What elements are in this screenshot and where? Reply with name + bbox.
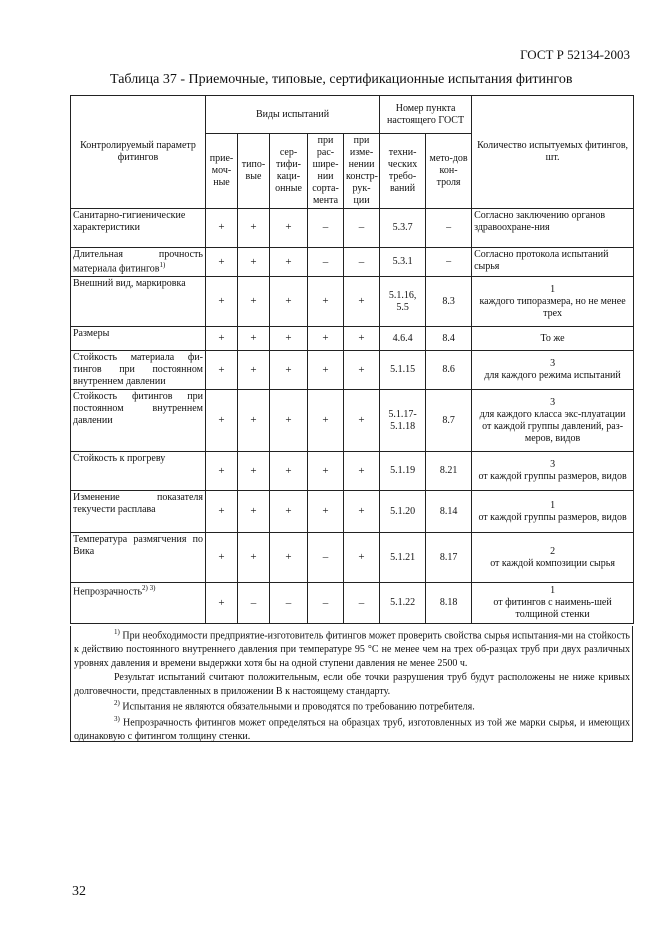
cell-tipo: +	[238, 452, 270, 491]
qty-text: Согласно заключению органов здравоохране-ния	[474, 210, 606, 233]
table-row	[71, 209, 634, 248]
cell-qty	[472, 351, 634, 390]
cell-tech: 5.3.1	[380, 248, 426, 277]
cell-qty	[472, 327, 634, 351]
cell-method: 8.21	[426, 452, 472, 491]
table-footnotes	[70, 626, 633, 742]
footnote-1: $^{1)}$ При необходимости предприятие-изготовитель фитингов может проверить свойства сырья испытания-ми на стойкость к действию постоянного внутреннего давления при температуре 95 °С не менее чем на трех об-разцах труб при двух различных уровнях давления и времени выдержки хотя бы на одной ступени давления не менее 2500 ч.	[74, 628, 630, 670]
footnote-1-result: Результат испытаний считают положительным, если обе точки разрушения труб будут расположены не ниже кривых долговечности, представленных в приложении В к настоящему стандарту.	[74, 672, 630, 698]
cell-method: 8.7	[426, 390, 472, 452]
row-param-text: Стойкость материала фи-тингов при постоянном внутреннем давлении	[73, 352, 203, 388]
table-row	[71, 351, 634, 390]
cell-priem: +	[206, 533, 238, 583]
table-row	[71, 248, 634, 277]
cell-qty	[472, 452, 634, 491]
cell-sert: +	[270, 327, 308, 351]
cell-method: –	[426, 209, 472, 248]
cell-izmen: +	[344, 491, 380, 533]
cell-izmen: +	[344, 277, 380, 327]
cell-tipo: –	[238, 583, 270, 624]
table-row	[71, 533, 634, 583]
row-param	[71, 491, 206, 533]
header-priem: прие-моч-ные	[206, 134, 238, 209]
qty-text: То же	[540, 332, 565, 344]
cell-tipo: +	[238, 327, 270, 351]
cell-tipo: +	[238, 390, 270, 452]
cell-rassh: –	[308, 533, 344, 583]
footnote-2: $^{2)}$ Испытания не являются обязательными и проводятся по требованию потребителя.	[114, 699, 475, 713]
cell-priem: +	[206, 209, 238, 248]
header-sert: сер-тифи-каци-онные	[270, 134, 308, 209]
row-param-footnote-mark: 1)	[159, 261, 166, 269]
cell-izmen: –	[344, 583, 380, 624]
row-param-text: Стойкость к прогреву	[73, 453, 166, 465]
header-qty: Количество испытуемых фитингов, шт.	[472, 96, 634, 209]
cell-priem: +	[206, 248, 238, 277]
cell-qty	[472, 248, 634, 277]
cell-priem: +	[206, 390, 238, 452]
cell-sert: +	[270, 390, 308, 452]
header-tipo: типо-вые	[238, 134, 270, 209]
row-param-text: Длительная прочность материала фитингов	[73, 249, 203, 275]
row-param	[71, 248, 206, 277]
cell-tipo: +	[238, 491, 270, 533]
row-param-text: Непрозрачность	[73, 586, 142, 598]
cell-method: 8.14	[426, 491, 472, 533]
row-param	[71, 351, 206, 390]
qty-number: 3	[550, 358, 556, 370]
qty-text: от каждой группы размеров, видов	[478, 511, 627, 523]
cell-priem: +	[206, 491, 238, 533]
cell-sert: +	[270, 248, 308, 277]
cell-method: 8.6	[426, 351, 472, 390]
page-number: 32	[72, 884, 86, 899]
cell-tipo: +	[238, 209, 270, 248]
cell-izmen: +	[344, 452, 380, 491]
cell-sert: +	[270, 351, 308, 390]
cell-priem: +	[206, 583, 238, 624]
cell-tech: 5.1.20	[380, 491, 426, 533]
cell-priem: +	[206, 327, 238, 351]
table-row	[71, 277, 634, 327]
qty-text: от каждой группы размеров, видов	[478, 471, 627, 483]
table-row	[71, 390, 634, 452]
cell-izmen: –	[344, 209, 380, 248]
row-param-text: Размеры	[73, 328, 110, 340]
row-param-text: Внешний вид, маркировка	[73, 278, 186, 290]
cell-tech: 5.1.16, 5.5	[380, 277, 426, 327]
cell-izmen: –	[344, 248, 380, 277]
qty-number: 1	[550, 499, 556, 511]
cell-sert: +	[270, 491, 308, 533]
row-param-text: Изменение показателя текучести расплава	[73, 492, 203, 516]
qty-number: 2	[550, 545, 556, 557]
cell-rassh: +	[308, 277, 344, 327]
header-izmen: при изме-нении констр-рук-ции	[344, 134, 380, 209]
cell-izmen: +	[344, 533, 380, 583]
qty-number: 1	[550, 283, 556, 295]
row-param	[71, 277, 206, 327]
header-point-group: Номер пункта настоящего ГОСТ	[380, 96, 472, 134]
cell-sert: +	[270, 277, 308, 327]
cell-rassh: +	[308, 390, 344, 452]
row-param	[71, 390, 206, 452]
cell-rassh: –	[308, 209, 344, 248]
qty-number: 3	[550, 459, 556, 471]
row-param	[71, 209, 206, 248]
cell-sert: +	[270, 452, 308, 491]
row-param-text: Санитарно-гигиенические характеристики	[73, 210, 186, 233]
cell-qty	[472, 583, 634, 624]
table-row	[71, 327, 634, 351]
tests-table	[70, 95, 634, 624]
cell-tipo: +	[238, 533, 270, 583]
cell-tech: 5.1.15	[380, 351, 426, 390]
cell-method: 8.18	[426, 583, 472, 624]
cell-sert: +	[270, 533, 308, 583]
cell-priem: +	[206, 277, 238, 327]
cell-sert: –	[270, 583, 308, 624]
qty-text: от каждой композиции сырья	[490, 557, 615, 569]
cell-method: –	[426, 248, 472, 277]
table-caption: Таблица 37 - Приемочные, типовые, сертификационные испытания фитингов	[110, 72, 573, 87]
qty-text: для каждого режима испытаний	[484, 370, 621, 382]
row-param	[71, 452, 206, 491]
cell-qty	[472, 390, 634, 452]
cell-qty	[472, 209, 634, 248]
qty-text: для каждого класса экс-плуатации от каждой группы давлений, раз-меров, видов	[479, 408, 626, 444]
row-param	[71, 583, 206, 624]
table-row	[71, 491, 634, 533]
qty-text: Согласно протокола испытаний сырья	[474, 249, 609, 272]
cell-tipo: +	[238, 351, 270, 390]
cell-izmen: +	[344, 327, 380, 351]
qty-number: 1	[550, 585, 556, 597]
table-row	[71, 452, 634, 491]
cell-method: 8.4	[426, 327, 472, 351]
cell-priem: +	[206, 351, 238, 390]
row-param	[71, 327, 206, 351]
cell-tech: 5.1.17-5.1.18	[380, 390, 426, 452]
row-param	[71, 533, 206, 583]
cell-izmen: +	[344, 390, 380, 452]
cell-rassh: –	[308, 248, 344, 277]
cell-tech: 5.1.21	[380, 533, 426, 583]
cell-rassh: +	[308, 327, 344, 351]
cell-tipo: +	[238, 277, 270, 327]
header-test-types: Виды испытаний	[206, 96, 380, 134]
cell-tech: 5.1.22	[380, 583, 426, 624]
cell-rassh: +	[308, 351, 344, 390]
row-param-text: Температура размягчения по Вика	[73, 534, 203, 558]
cell-qty	[472, 533, 634, 583]
cell-rassh: +	[308, 491, 344, 533]
cell-method: 8.3	[426, 277, 472, 327]
cell-tech: 5.3.7	[380, 209, 426, 248]
header-method: мето-дов кон-троля	[426, 134, 472, 209]
header-tech: техни-ческих требо-ваний	[380, 134, 426, 209]
cell-tipo: +	[238, 248, 270, 277]
cell-izmen: +	[344, 351, 380, 390]
cell-qty	[472, 491, 634, 533]
cell-method: 8.17	[426, 533, 472, 583]
cell-sert: +	[270, 209, 308, 248]
header-param: Контролируемый параметр фитингов	[71, 96, 206, 209]
cell-rassh: +	[308, 452, 344, 491]
document-number: ГОСТ Р 52134-2003	[520, 47, 630, 62]
footnote-3: $^{3)}$ Непрозрачность фитингов может определяться на образцах труб, изготовленных из той же марки сырья, и имеющих одинаковую с фитингом толщину стенки.	[74, 714, 631, 742]
cell-priem: +	[206, 452, 238, 491]
table-row	[71, 583, 634, 624]
row-param-text: Стойкость фитингов при постоянном внутреннем давлении	[73, 391, 203, 427]
cell-tech: 5.1.19	[380, 452, 426, 491]
qty-number: 3	[550, 396, 556, 408]
cell-qty	[472, 277, 634, 327]
qty-text: каждого типоразмера, но не менее трех	[479, 295, 626, 319]
qty-text: от фитингов с наимень-шей толщиной стенки	[493, 597, 612, 621]
header-rassh: при рас-шире-нии сорта-мента	[308, 134, 344, 209]
cell-tech: 4.6.4	[380, 327, 426, 351]
row-param-footnote-mark: 2) 3)	[142, 584, 156, 593]
cell-rassh: –	[308, 583, 344, 624]
